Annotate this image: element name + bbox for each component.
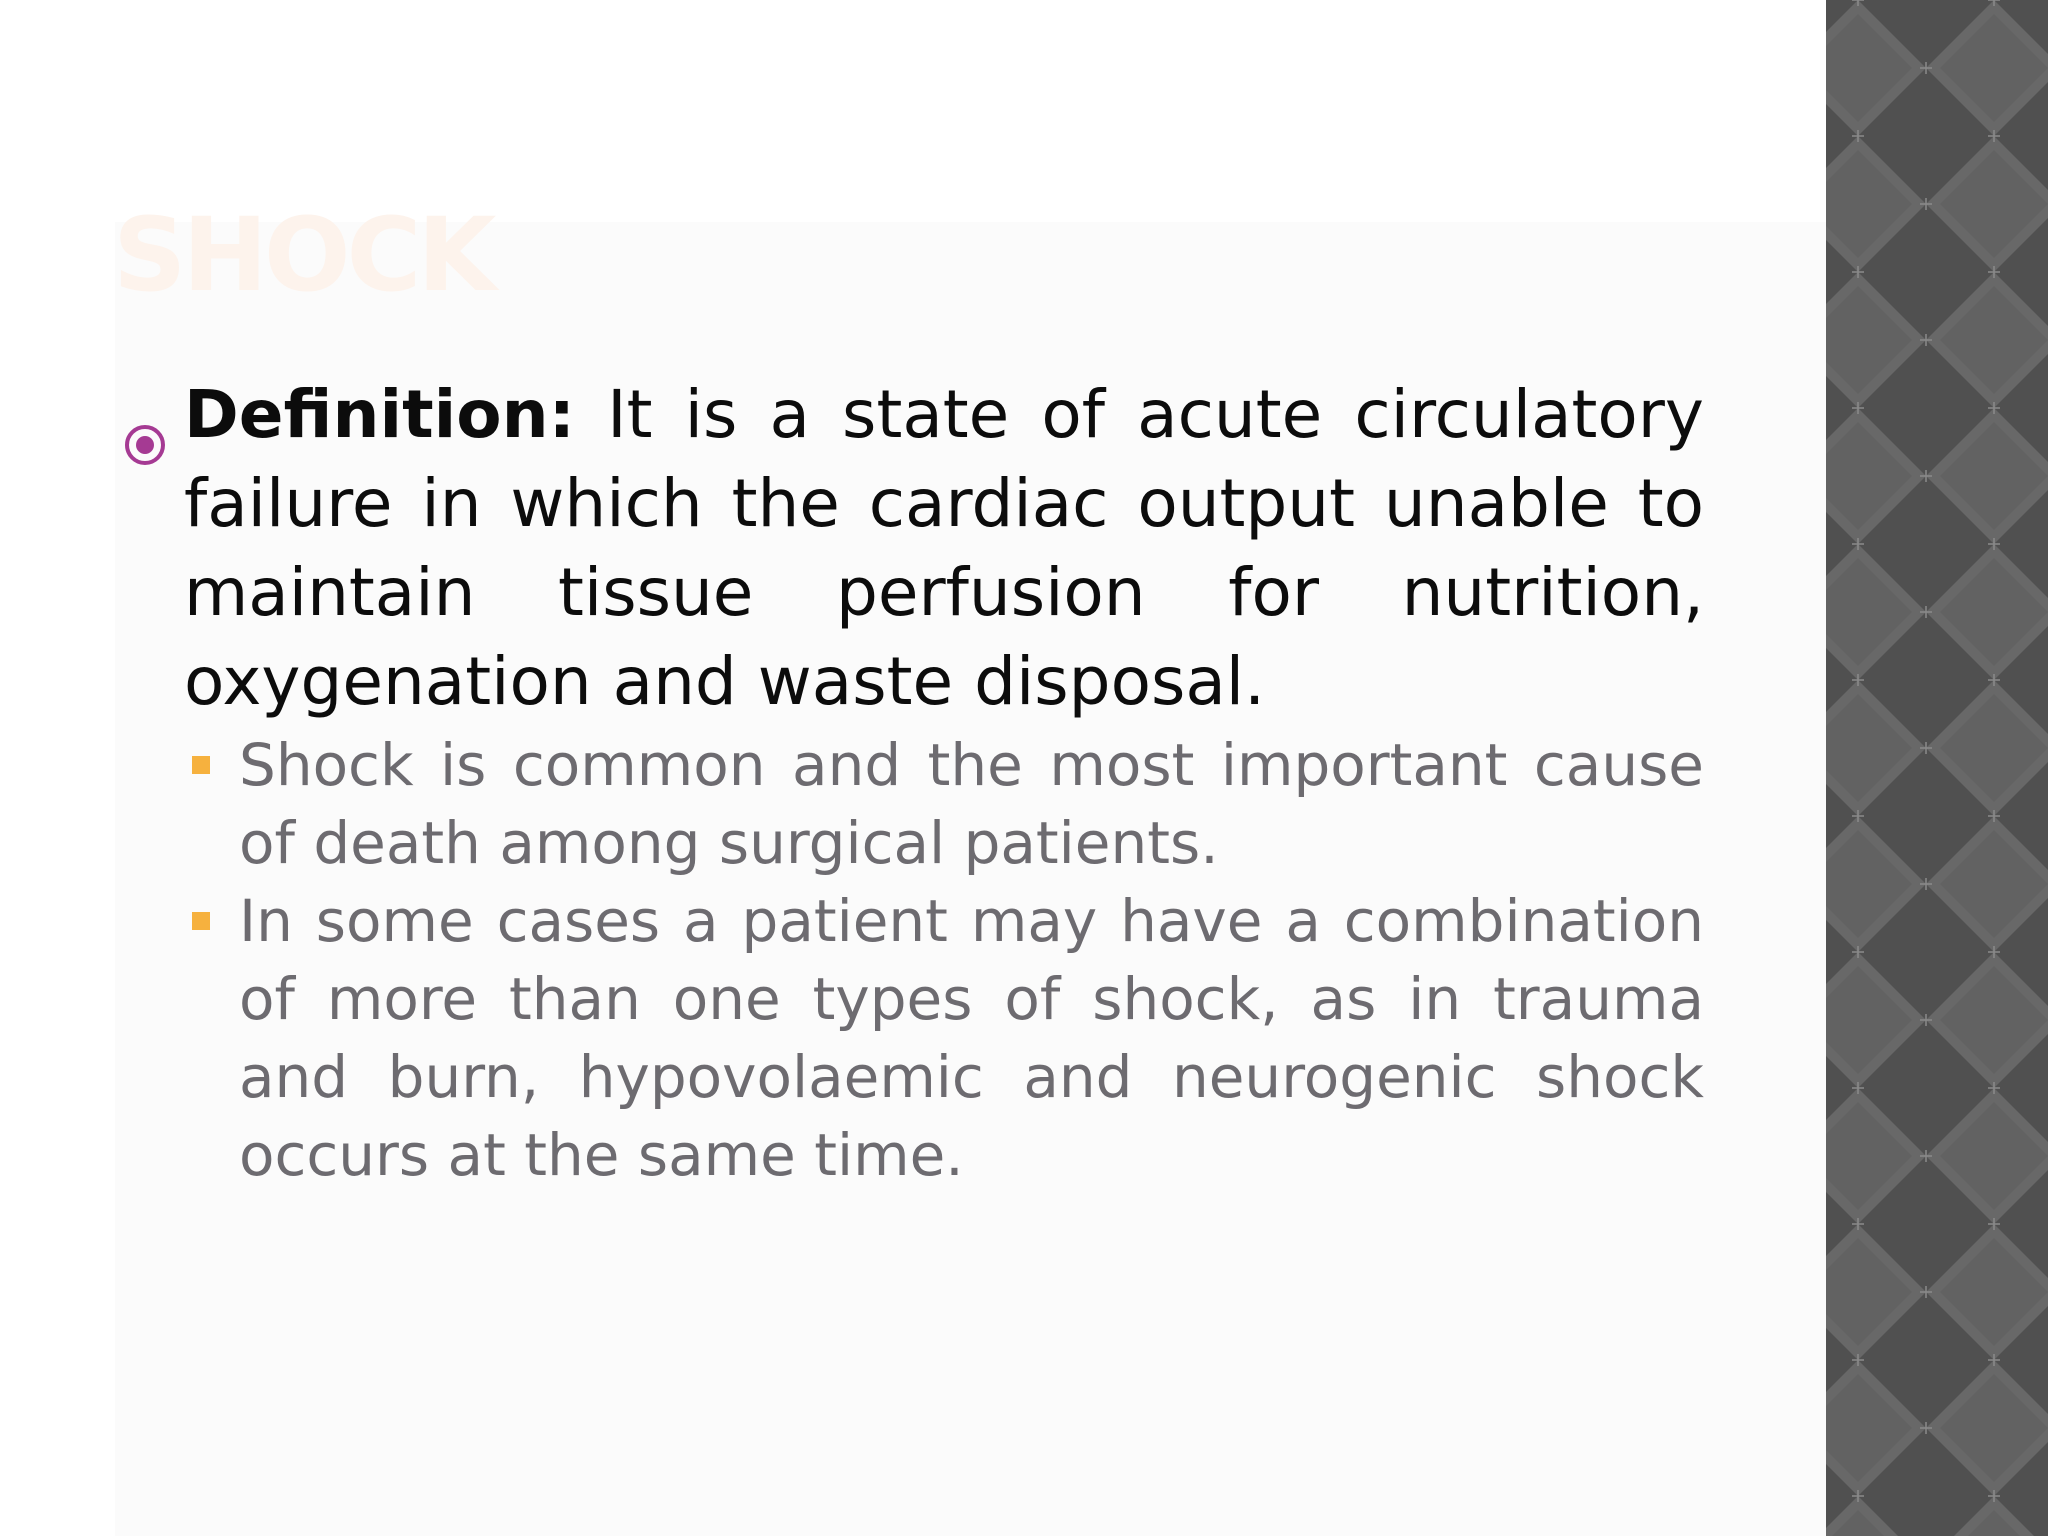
decorative-side-panel: [1826, 0, 2048, 1536]
sub-bullet-item: [124, 726, 1704, 882]
target-circle-bullet-icon: [124, 399, 166, 441]
diamond-pattern: [1826, 0, 2048, 1536]
square-bullet-icon: [192, 756, 210, 774]
sub-bullet-text: Shock is common and the most important cause of death among surgical patients.: [239, 731, 1704, 877]
definition-label: Definition:: [184, 376, 575, 453]
sub-bullet-item: [124, 882, 1704, 1194]
slide-body: [124, 370, 1704, 1194]
definition-bullet-item: [124, 370, 1704, 726]
definition-text: It is a state of acute circulatory failure in which the cardiac output unable to maintain tissue perfusion for nutrition, oxygenation and waste disposal.: [184, 376, 1704, 720]
sub-bullet-list: [124, 726, 1704, 1194]
sub-bullet-text: In some cases a patient may have a combination of more than one types of shock, as in trauma and burn, hypovolaemic and neurogenic shock occurs at the same time.: [239, 887, 1704, 1189]
square-bullet-icon: [192, 912, 210, 930]
slide-title: SHOCK: [113, 196, 493, 315]
